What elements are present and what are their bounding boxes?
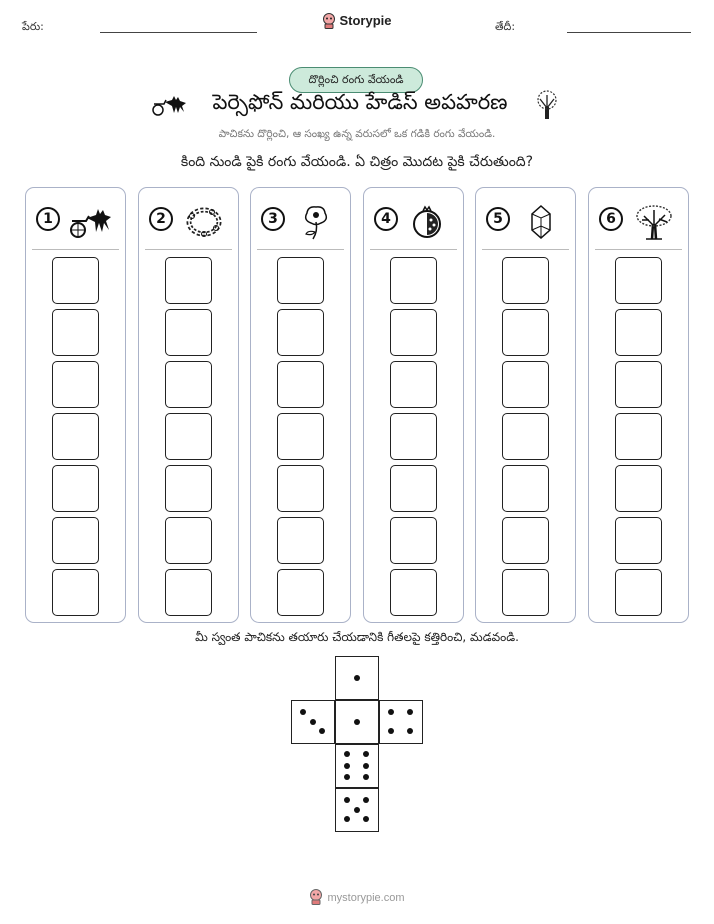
column-number: 4 xyxy=(374,207,398,231)
color-box[interactable] xyxy=(52,517,99,564)
tree-icon xyxy=(532,90,562,120)
color-box[interactable] xyxy=(165,257,212,304)
page-subtitle: పాచికను దొర్లించి, ఆ సంఖ్య ఉన్న వరుసలో ఒక గడికి రంగు వేయండి. xyxy=(218,128,496,140)
dice-pip xyxy=(407,709,413,715)
color-box[interactable] xyxy=(277,517,324,564)
color-box[interactable] xyxy=(615,413,662,460)
color-box[interactable] xyxy=(277,413,324,460)
color-box[interactable] xyxy=(615,257,662,304)
color-box[interactable] xyxy=(390,413,437,460)
column-number: 3 xyxy=(261,207,285,231)
color-box[interactable] xyxy=(277,569,324,616)
color-box[interactable] xyxy=(52,257,99,304)
column-header xyxy=(149,204,229,238)
color-box[interactable] xyxy=(165,569,212,616)
date-line[interactable] xyxy=(567,32,691,33)
color-box[interactable] xyxy=(52,465,99,512)
dice-pip xyxy=(363,816,369,822)
color-box[interactable] xyxy=(390,361,437,408)
pomegranate-icon xyxy=(407,204,451,240)
color-box[interactable] xyxy=(390,569,437,616)
column-4 xyxy=(363,187,464,623)
dice-pip xyxy=(344,816,350,822)
color-box[interactable] xyxy=(52,413,99,460)
color-box[interactable] xyxy=(165,517,212,564)
column-number: 1 xyxy=(36,207,60,231)
color-box[interactable] xyxy=(615,569,662,616)
page-title: పెర్సెఫోన్ మరియు హేడిస్ అపహరణ xyxy=(212,90,508,114)
dice-pip xyxy=(344,797,350,803)
footer xyxy=(0,889,714,908)
color-box[interactable] xyxy=(390,309,437,356)
dice-pip xyxy=(354,675,360,681)
color-box[interactable] xyxy=(52,309,99,356)
color-box[interactable] xyxy=(165,465,212,512)
tree-icon xyxy=(632,204,676,240)
activity-badge: దొర్లించి రంగు వేయండి xyxy=(289,67,423,93)
dice-pip xyxy=(310,719,316,725)
column-header xyxy=(374,204,454,238)
dice-face-top xyxy=(335,656,379,700)
dice-pip xyxy=(363,797,369,803)
column-6 xyxy=(588,187,689,623)
color-box[interactable] xyxy=(52,361,99,408)
dice-pip xyxy=(344,763,350,769)
storypie-mascot-icon xyxy=(309,889,323,908)
color-box[interactable] xyxy=(502,361,549,408)
dice-pip xyxy=(300,709,306,715)
color-box[interactable] xyxy=(277,309,324,356)
dice-pip xyxy=(354,719,360,725)
name-label: పేరు: xyxy=(22,20,44,33)
question-text: కింది నుండి పైకి రంగు వేయండి. ఏ చిత్రం మొదట పైకి చేరుతుంది? xyxy=(180,154,534,170)
color-box[interactable] xyxy=(615,361,662,408)
column-header xyxy=(261,204,341,238)
column-number: 5 xyxy=(486,207,510,231)
name-line[interactable] xyxy=(100,32,257,33)
color-box[interactable] xyxy=(502,413,549,460)
brand-logo xyxy=(0,13,714,32)
divider xyxy=(595,249,682,250)
cut-fold-instruction: మీ స్వంత పాచికను తయారు చేయడానికి గీతలపై కత్తిరించి, మడవండి. xyxy=(195,630,519,644)
dice-pip xyxy=(388,709,394,715)
dice-face-lower xyxy=(335,744,379,788)
color-box[interactable] xyxy=(502,569,549,616)
crystal-gem-icon xyxy=(519,204,563,240)
dice-pip xyxy=(354,807,360,813)
color-box[interactable] xyxy=(390,465,437,512)
color-box[interactable] xyxy=(165,361,212,408)
dice-pip xyxy=(363,763,369,769)
color-box[interactable] xyxy=(165,413,212,460)
divider xyxy=(145,249,232,250)
column-5 xyxy=(475,187,576,623)
divider xyxy=(370,249,457,250)
dice-pip xyxy=(407,728,413,734)
divider xyxy=(32,249,119,250)
dice-pip xyxy=(363,774,369,780)
color-box[interactable] xyxy=(390,517,437,564)
color-box[interactable] xyxy=(390,257,437,304)
dice-pip xyxy=(319,728,325,734)
chariot-icon xyxy=(69,204,113,240)
divider xyxy=(482,249,569,250)
color-box[interactable] xyxy=(52,569,99,616)
color-box[interactable] xyxy=(277,257,324,304)
date-label: తేదీ: xyxy=(495,20,516,33)
dice-face-center xyxy=(335,700,379,744)
color-box[interactable] xyxy=(502,309,549,356)
column-header xyxy=(36,204,116,238)
color-box[interactable] xyxy=(502,465,549,512)
color-box[interactable] xyxy=(502,517,549,564)
column-header xyxy=(599,204,679,238)
dice-face-bottom xyxy=(335,788,379,832)
dice-pip xyxy=(344,774,350,780)
color-box[interactable] xyxy=(615,465,662,512)
divider xyxy=(257,249,344,250)
chariot-icon xyxy=(152,94,188,116)
column-2 xyxy=(138,187,239,623)
brand-name: Storypie xyxy=(339,13,392,28)
dice-pip xyxy=(363,751,369,757)
color-box[interactable] xyxy=(277,465,324,512)
color-box[interactable] xyxy=(615,517,662,564)
column-number: 6 xyxy=(599,207,623,231)
color-box[interactable] xyxy=(615,309,662,356)
dice-face-right xyxy=(379,700,423,744)
column-3 xyxy=(250,187,351,623)
poppy-flower-icon xyxy=(294,204,338,240)
storypie-mascot-icon xyxy=(322,13,336,32)
dice-pip xyxy=(344,751,350,757)
column-1 xyxy=(25,187,126,623)
color-box[interactable] xyxy=(165,309,212,356)
color-box[interactable] xyxy=(502,257,549,304)
footer-url: mystorypie.com xyxy=(327,892,405,904)
dice-pip xyxy=(388,728,394,734)
color-box[interactable] xyxy=(277,361,324,408)
dice-face-left xyxy=(291,700,335,744)
column-number: 2 xyxy=(149,207,173,231)
page-title-row xyxy=(0,90,714,120)
column-header xyxy=(486,204,566,238)
flower-wreath-icon xyxy=(182,204,226,240)
